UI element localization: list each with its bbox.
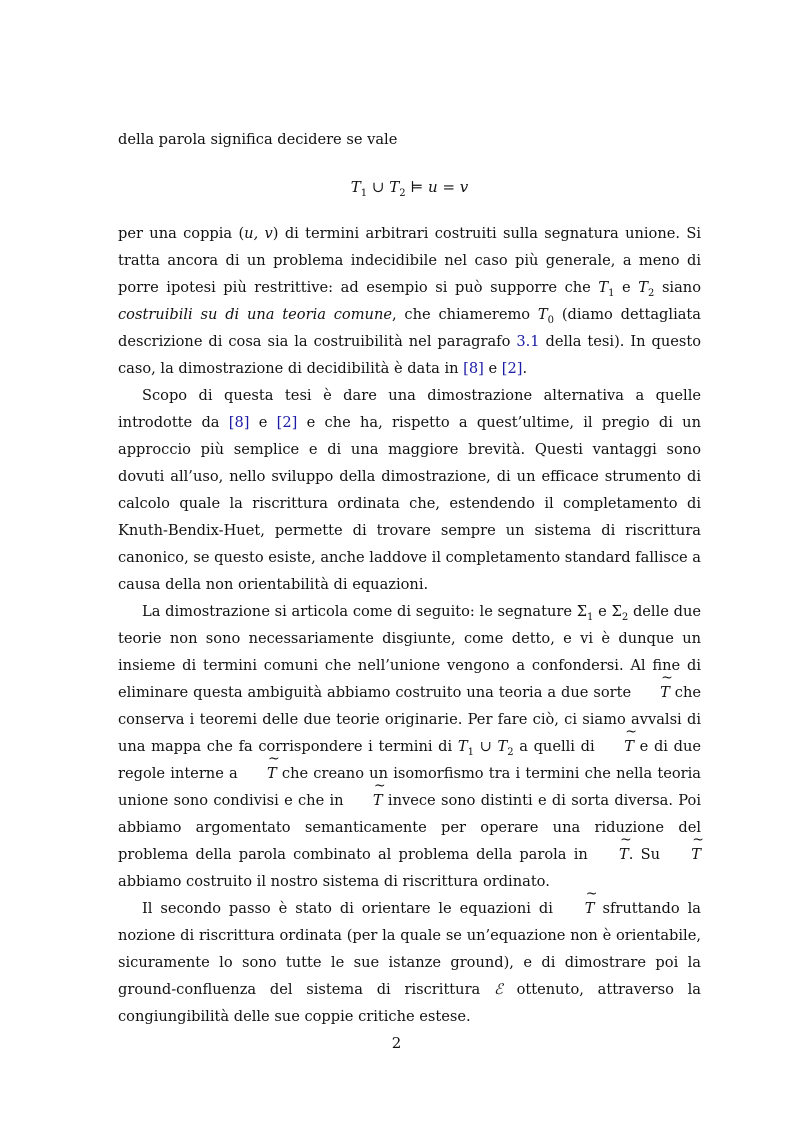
paragraph-3: Scopo di questa tesi è dare una dimostrazione alternativa a quelle introdotte da [8] e [2] e che ha, rispetto a quest’ultime, il pregio di un approccio più semplice e di una maggiore brevità. Questi vantaggi sono dovuti all’uso, nello sviluppo della dimostrazione, di un efficace strumento di calcolo quale la riscrittura ordinata che, estendendo il completamento di Knuth-Bendix-Huet, permette di trovare sempre un sistema di riscrittura canonico, se questo esiste, anche laddove il completamento standard fallisce a causa della non orientabilità di equazioni. (118, 387, 701, 593)
link-ref-2[interactable]: [2] (501, 360, 523, 377)
link-ref-8[interactable]: [8] (463, 360, 484, 377)
link-ref-2[interactable]: [2] (276, 414, 298, 431)
paragraph-4: La dimostrazione si articola come di seguito: le segnature $\Sigma_1$ e $\Sigma_2$ delle due teorie non sono necessariamente disgiunte, come detto, e vi è dunque un insieme di termini comuni che nell’unione vengono a confondersi. Al fine di eliminare questa ambiguità abbiamo costruito una teoria a due sorte ~ T che conserva i teoremi delle due teorie originarie. Per fare ciò, ci siamo avvalsi di una mappa che fa corrispondere i termini di $T_1$ ∪ $T_2$ a quelli di ~ T e di due regole interne a ~ T che creano un isomorfismo tra i termini che nella teoria unione sono condivisi e che in ~ T invece sono distinti e di sorta diversa. Poi abbiamo argomentato semanticamente per operare una riduzione del problema della parola combinato al problema della parola in ~ T. Su ~ T abbiamo costruito il nostro sistema di riscrittura ordinato. (118, 598, 701, 895)
page-number: 2 (391, 1034, 402, 1052)
paragraph-5: Il secondo passo è stato di orientare le equazioni di ~ T sfruttando la nozione di riscrittura ordinata (per la quale se un’equazione non è orientabile, sicuramente lo sono tutte le sue istanze ground), e di dimostrare poi la ground-confluenza del sistema di riscrittura ℰ ottenuto, attraverso la congiungibilità delle sue coppie critiche estese. (118, 895, 701, 1030)
page-body (118, 126, 701, 1030)
paragraph-2: per una coppia (u, v) di termini arbitrari costruiti sulla segnatura unione. Si tratta ancora di un problema indecidibile nel caso più generale, a meno di porre ipotesi più restrittive: ad esempio si può supporre che $T_1$ e $T_2$ siano costruibili su di una teoria comune, che chiameremo $T_0$ (diamo dettagliata descrizione di cosa sia la costruibilità nel paragrafo 3.1 della tesi). In questo caso, la dimostrazione di decidibilità è data in [8] e [2]. (118, 225, 702, 377)
link-section-3-1[interactable]: 3.1 (516, 333, 540, 350)
paragraph-1: della parola significa decidere se vale (118, 131, 398, 148)
link-ref-8[interactable]: [8] (228, 414, 250, 431)
formula-word-problem: $T_1$ ∪ $T_2$ ⊨ u = v (350, 178, 469, 199)
emphasis-text: costruibili su di una teoria comune (118, 306, 392, 323)
